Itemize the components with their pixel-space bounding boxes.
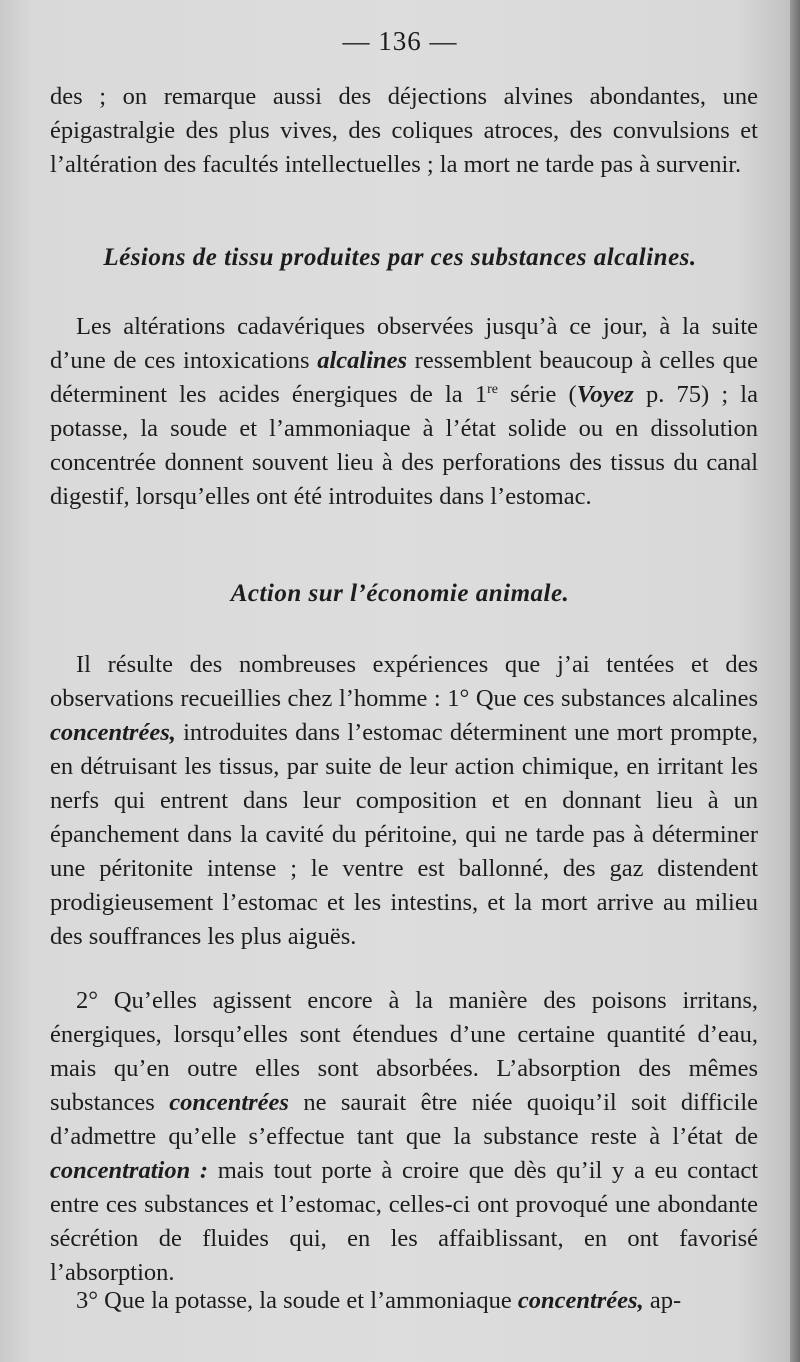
paragraph-point-3 xyxy=(50,1284,758,1318)
section-heading-action: Action sur l’économie animale. xyxy=(230,580,570,607)
text-run: Les altérations cadavériques observées jusqu’à ce jour, à la suite d’une de ces intoxications xyxy=(50,313,758,374)
paragraph-lesions xyxy=(50,310,758,514)
paragraph-action xyxy=(50,648,758,954)
emphasis-text: concentrées xyxy=(169,1089,289,1116)
text-run: mais tout porte à croire que dès qu’il y a eu contact entre ces substances et l’estomac, celles-ci ont provoqué une abondante sécrétion de fluides qui, en les affaiblissant, en ont favorisé l’absorption. xyxy=(50,1157,759,1286)
text-run: introduites dans l’estomac déterminent une mort prompte, en détruisant les tissus, par suite de leur action chimique, en irritant les nerfs qui entrent dans leur composition et en donnant lieu à un épanchement dans la cavité du péritoine, qui ne tarde pas à déterminer une péritonite intense ; le ventre est ballonné, des gaz distendent prodigieusement l’estomac et les intestins, et la mort arrive au milieu des souffrances les plus aiguës. xyxy=(50,719,758,950)
text-run: ressemblent beaucoup à celles que déterminent les acides énergiques de la 1 xyxy=(50,347,759,408)
page-edge-shadow xyxy=(790,0,800,1362)
superscript: re xyxy=(487,381,498,397)
paragraph-point-2 xyxy=(50,984,758,1290)
text-run: 2° Qu’elles agissent encore à la manière des poisons irritans, énergiques, lorsqu’elles sont étendues d’une certaine quantité d’eau, mais qu’en outre elles sont absorbées. L’absorption des mêmes substances xyxy=(50,987,758,1116)
emphasis-text: concentrées, xyxy=(517,1287,644,1314)
paragraph-intro-continuation xyxy=(50,80,758,182)
emphasis-text: concentration : xyxy=(50,1157,209,1184)
text-run: 3° Que la potasse, la soude et l’ammoniaque xyxy=(76,1287,512,1314)
section-heading-lesions: Lésions de tissu produites par ces substances alcalines. xyxy=(103,244,697,271)
page-number: — 136 — xyxy=(342,26,458,56)
text-run: ap- xyxy=(649,1287,682,1314)
text-run: série ( xyxy=(510,381,577,408)
emphasis-text: Voyez xyxy=(576,381,634,408)
paragraph-text xyxy=(50,310,758,514)
paragraph-text: des ; on remarque aussi des déjections alvines abondantes, une épigastralgie des plus vives, des coliques atroces, des convulsions et l’altération des facultés intellectuelles ; la mort ne tarde pas à survenir. xyxy=(50,83,758,178)
text-run: ne saurait être niée quoiqu’il soit difficile d’admettre qu’elle s’effectue tant que la substance reste à l’état de xyxy=(50,1089,759,1150)
paragraph-text xyxy=(50,1284,758,1318)
emphasis-text: concentrées, xyxy=(50,719,176,746)
text-run: p. 75) ; la potasse, la soude et l’ammoniaque à l’état solide ou en dissolution concentrée donnent souvent lieu à des perforations des tissus du canal digestif, lorsqu’elles ont été introduites dans l’estomac. xyxy=(50,381,758,510)
emphasis-text: alcalines xyxy=(317,347,408,374)
text-run: Il résulte des nombreuses expériences que j’ai tentées et des observations recueillies chez l’homme : 1° Que ces substances alcalines xyxy=(50,651,758,712)
paragraph-text xyxy=(50,984,758,1290)
paragraph-text xyxy=(50,648,758,954)
